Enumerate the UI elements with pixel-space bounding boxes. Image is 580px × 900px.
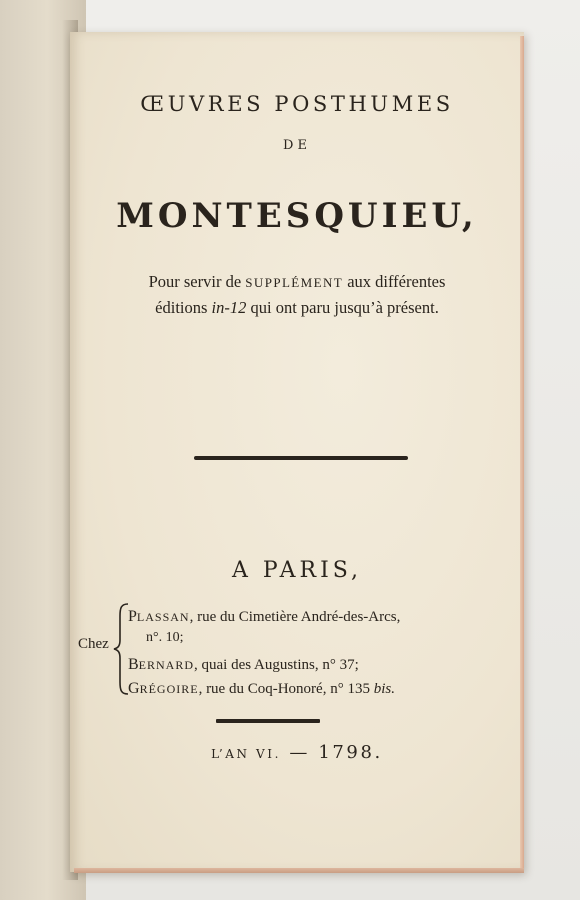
date-year: 1798. (318, 742, 383, 763)
publisher-initial: B (128, 656, 139, 673)
title-de: DE (283, 138, 311, 153)
title-line-2 (70, 138, 524, 153)
publisher-bernard (128, 656, 359, 674)
subtitle2-italic: in-12 (211, 298, 247, 317)
publisher-initial: P (128, 608, 137, 625)
publisher-gregoire (128, 680, 395, 698)
publisher-name: RÉGOIRE (139, 682, 199, 696)
subtitle-line-2 (70, 298, 524, 318)
publisher-name: ERNARD (138, 658, 195, 672)
subtitle2-b: qui ont paru jusqu’à présent. (246, 298, 439, 317)
title-line-1 (70, 92, 524, 116)
publisher-address: , rue du Cimetière André-des-Arcs, (189, 609, 401, 625)
subtitle-a: Pour servir de (148, 272, 246, 291)
subtitle-line-1 (70, 272, 524, 292)
publisher-initial: G (128, 680, 140, 697)
ornamental-rule (194, 456, 408, 460)
subtitle2-a: éditions (155, 298, 212, 317)
author-name: MONTESQUIEU, (116, 196, 478, 236)
page-edge-bottom (74, 868, 524, 873)
title-oeuvres: ŒUVRES POSTHUMES (140, 92, 454, 116)
date-an: L’AN VI. (211, 747, 282, 761)
subtitle-b: aux différentes (343, 272, 446, 291)
publication-date (70, 742, 524, 763)
date-dash: — (281, 742, 319, 763)
publisher-bis: bis. (373, 681, 395, 697)
publisher-address: , quai des Augustins, n° 37; (194, 657, 359, 673)
publisher-plassan (128, 608, 400, 626)
chez-label: Chez (78, 636, 109, 652)
publisher-plassan-number: n°. 10; (146, 630, 184, 645)
place-of-publication: A PARIS, (231, 558, 363, 583)
publisher-name: LASSAN (136, 610, 190, 624)
subtitle-smallcaps: SUPPLÉMENT (245, 275, 344, 290)
short-rule (216, 719, 320, 723)
publisher-address: , rue du Coq-Honoré, n° 135 (198, 681, 374, 697)
